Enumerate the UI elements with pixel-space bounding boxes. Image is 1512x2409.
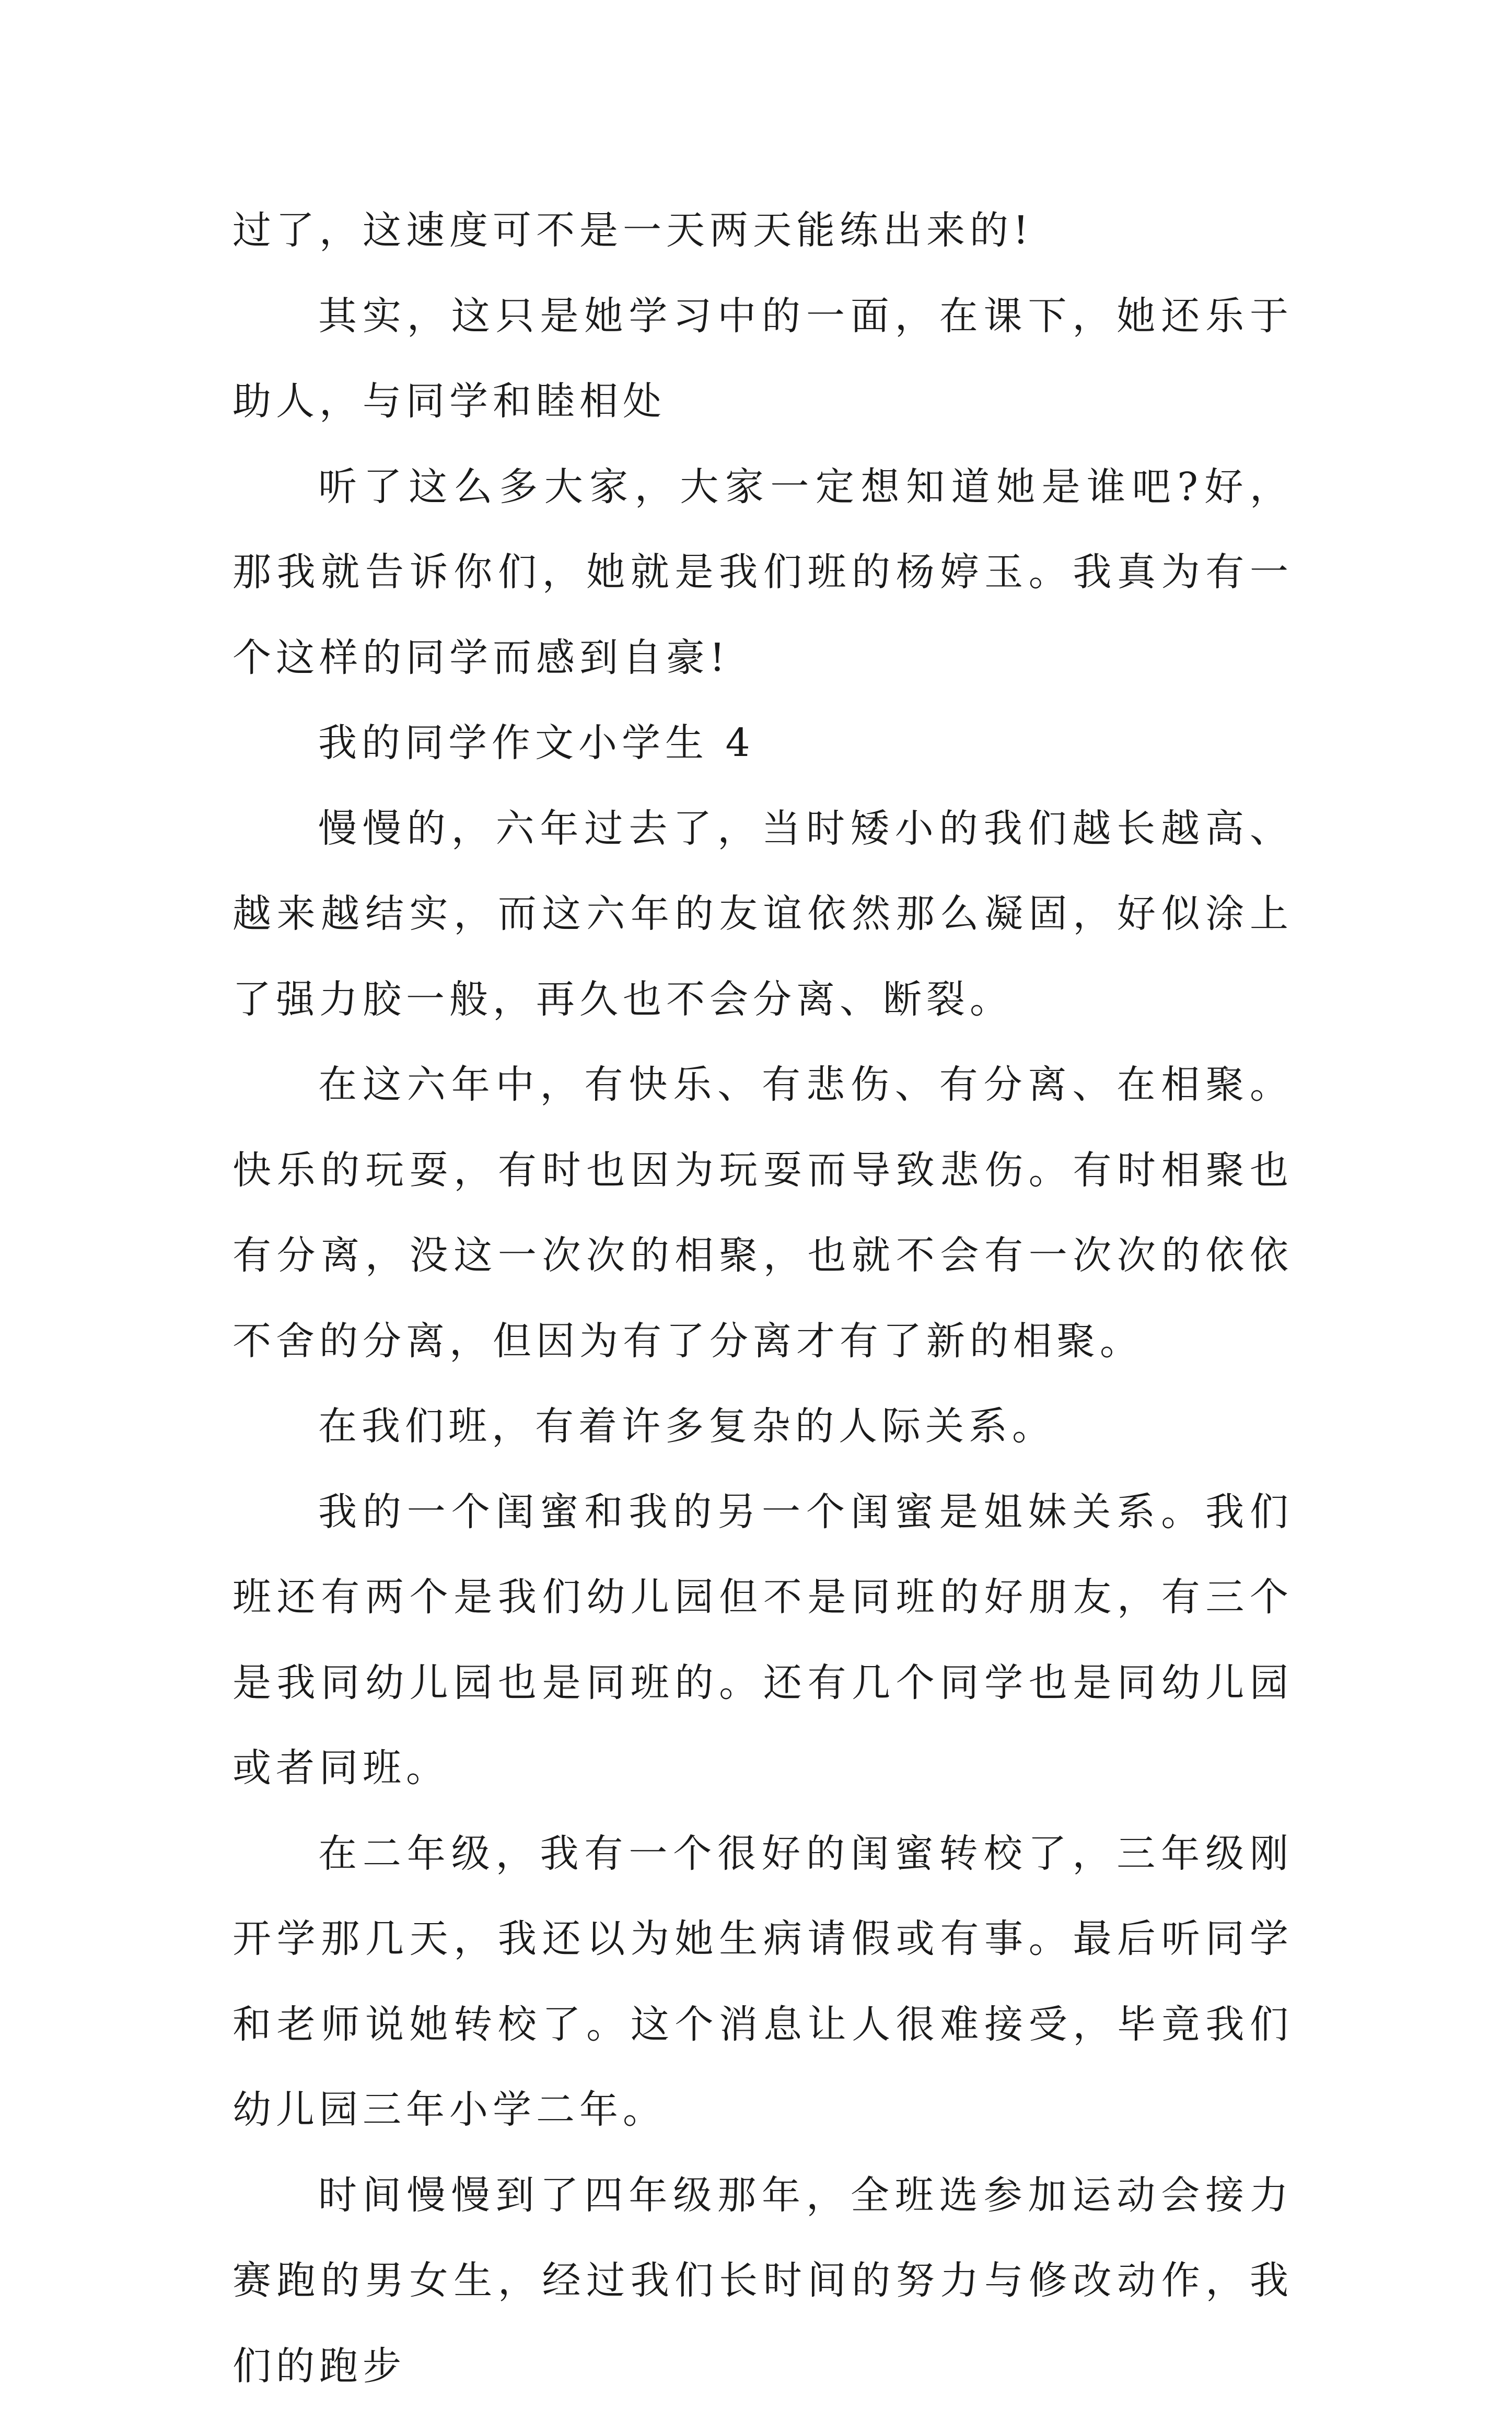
paragraph-continuation: 过了，这速度可不是一天两天能练出来的!: [232, 188, 1293, 274]
document-body: [232, 188, 1293, 2409]
paragraph: 听了这么多大家，大家一定想知道她是谁吧?好，那我就告诉你们，她就是我们班的杨婷玉。我真为有一个这样的同学而感到自豪!: [232, 445, 1293, 701]
paragraph: 慢慢的，六年过去了，当时矮小的我们越长越高、越来越结实，而这六年的友谊依然那么凝固，好似涂上了强力胶一般，再久也不会分离、断裂。: [232, 786, 1293, 1043]
paragraph: 时间慢慢到了四年级那年，全班选参加运动会接力赛跑的男女生，经过我们长时间的努力与修改动作，我们的跑步: [232, 2153, 1293, 2409]
section-title: 我的同学作文小学生 4: [232, 701, 1293, 786]
paragraph: 我的一个闺蜜和我的另一个闺蜜是姐妹关系。我们班还有两个是我们幼儿园但不是同班的好朋友，有三个是我同幼儿园也是同班的。还有几个同学也是同幼儿园或者同班。: [232, 1470, 1293, 1811]
paragraph: 其实，这只是她学习中的一面，在课下，她还乐于助人，与同学和睦相处: [232, 274, 1293, 445]
paragraph: 在我们班，有着许多复杂的人际关系。: [232, 1384, 1293, 1470]
paragraph: 在这六年中，有快乐、有悲伤、有分离、在相聚。快乐的玩耍，有时也因为玩耍而导致悲伤。有时相聚也有分离，没这一次次的相聚，也就不会有一次次的依依不舍的分离，但因为有了分离才有了新的相聚。: [232, 1042, 1293, 1384]
paragraph: 在二年级，我有一个很好的闺蜜转校了，三年级刚开学那几天，我还以为她生病请假或有事。最后听同学和老师说她转校了。这个消息让人很难接受，毕竟我们幼儿园三年小学二年。: [232, 1811, 1293, 2153]
